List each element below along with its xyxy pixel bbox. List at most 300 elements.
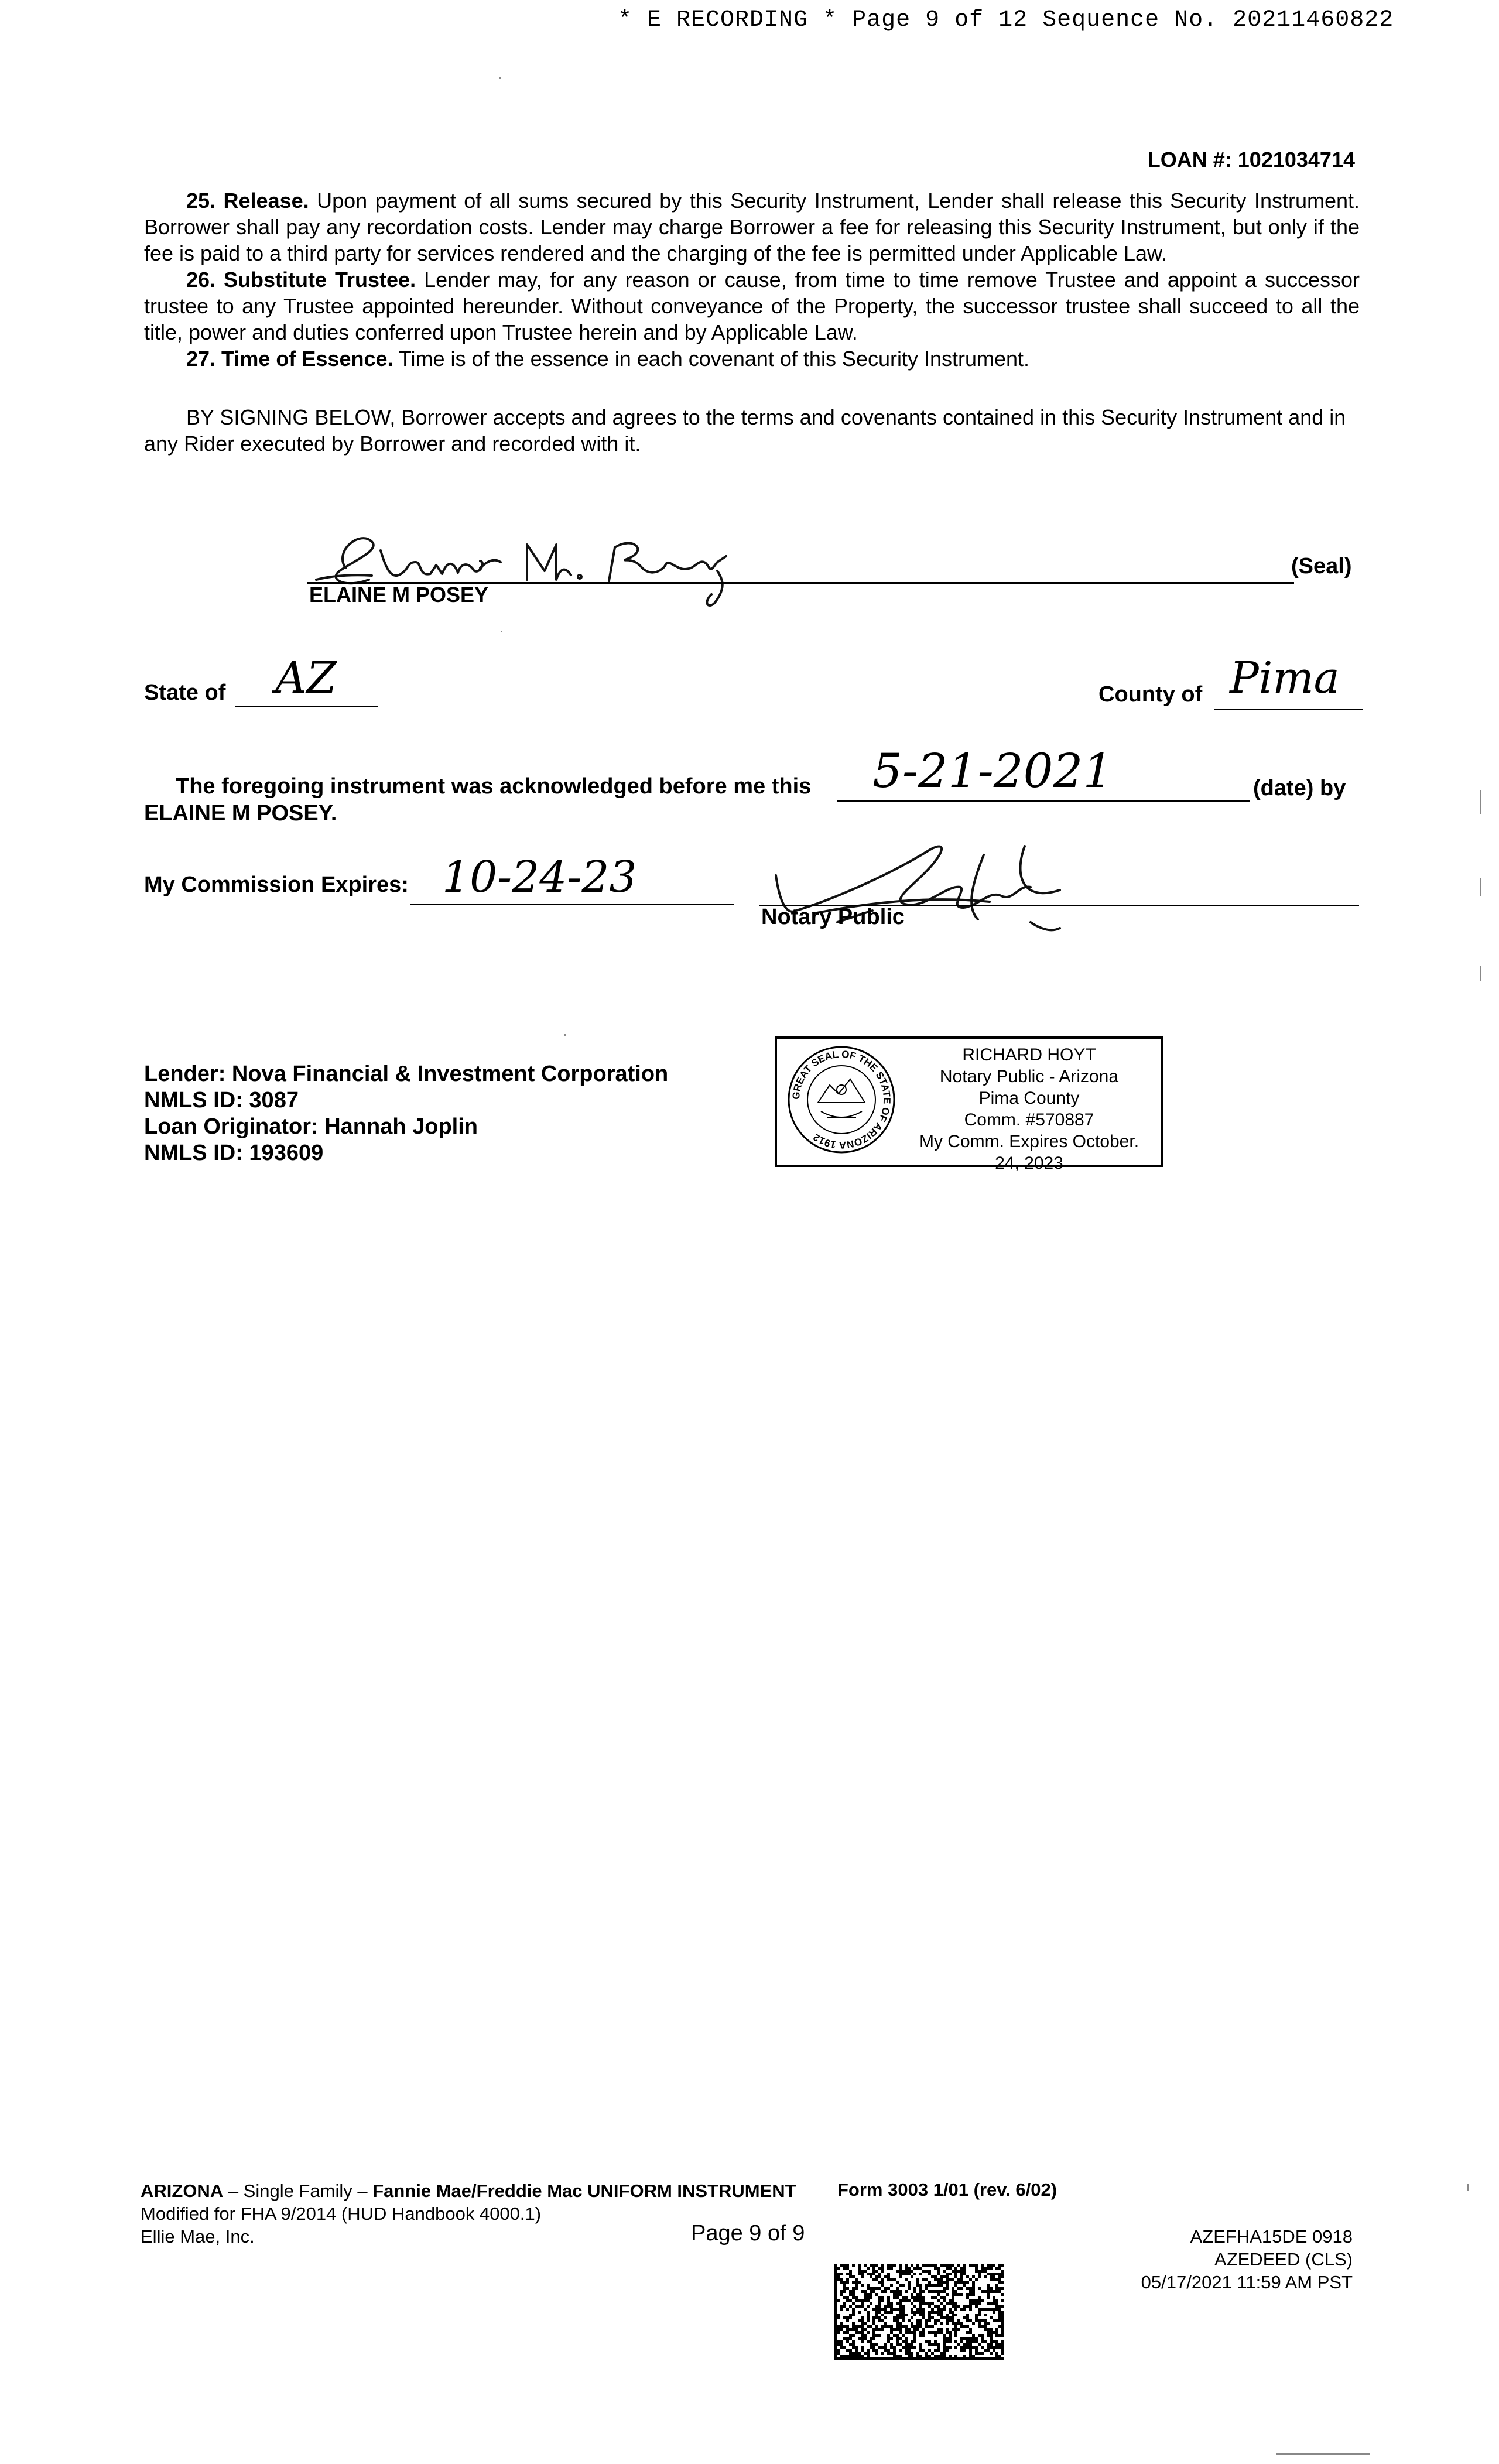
barcode-module (913, 2328, 916, 2331)
barcode-module (872, 2264, 875, 2267)
barcode-module (837, 2325, 840, 2328)
barcode-module (943, 2357, 946, 2360)
barcode-module (981, 2357, 984, 2360)
barcode-module (984, 2328, 987, 2331)
form-instrument: Fannie Mae/Freddie Mac UNIFORM INSTRUMENT (372, 2181, 796, 2201)
barcode-module (834, 2281, 837, 2284)
barcode-module (960, 2278, 963, 2281)
barcode-module (978, 2319, 981, 2322)
barcode-module (905, 2349, 908, 2352)
barcode-module (881, 2357, 884, 2360)
barcode-module (966, 2331, 969, 2334)
barcode-module (893, 2357, 896, 2360)
barcode-module (852, 2293, 855, 2296)
barcode-module (969, 2349, 972, 2352)
barcode-module (1001, 2331, 1004, 2334)
barcode-module (1001, 2299, 1004, 2302)
barcode-module (937, 2281, 940, 2284)
barcode-module (867, 2296, 870, 2299)
barcode-module (852, 2346, 855, 2349)
barcode-module (890, 2331, 893, 2334)
barcode-module (908, 2328, 911, 2331)
barcode-module (887, 2340, 890, 2343)
barcode-module (855, 2331, 858, 2334)
barcode-module (960, 2322, 963, 2325)
barcode-module (937, 2328, 940, 2331)
barcode-module (993, 2308, 995, 2311)
barcode-module (899, 2305, 902, 2308)
barcode-module (902, 2346, 905, 2349)
barcode-module (949, 2319, 952, 2322)
barcode-module (881, 2284, 884, 2287)
acknowledgment-date-line (837, 800, 1250, 802)
barcode-module (919, 2331, 922, 2334)
barcode-module (887, 2349, 890, 2352)
barcode-module (925, 2325, 928, 2328)
barcode-module (952, 2357, 954, 2360)
barcode-module (931, 2343, 934, 2346)
barcode-module (852, 2302, 855, 2305)
barcode-module (905, 2296, 908, 2299)
barcode-module (943, 2264, 946, 2267)
barcode-module (940, 2296, 943, 2299)
barcode-module (872, 2270, 875, 2273)
barcode-module (858, 2264, 861, 2267)
barcode-module (893, 2296, 896, 2299)
barcode-module (861, 2275, 864, 2278)
barcode-module (990, 2287, 993, 2290)
barcode-module (852, 2322, 855, 2325)
barcode-module (849, 2349, 852, 2352)
barcode-module (870, 2264, 872, 2267)
barcode-module (837, 2314, 840, 2316)
barcode-module (875, 2349, 878, 2352)
barcode-module (875, 2334, 878, 2337)
barcode-module (867, 2319, 870, 2322)
notary-commission-number: Comm. #570887 (964, 1110, 1094, 1130)
clause-text: Time is of the essence in each covenant of this Security Instrument. (393, 347, 1030, 371)
barcode-module (969, 2355, 972, 2357)
barcode-module (934, 2357, 937, 2360)
barcode-module (987, 2273, 990, 2275)
barcode-module (925, 2319, 928, 2322)
barcode-module (834, 2319, 837, 2322)
barcode-module (887, 2357, 890, 2360)
barcode-module (861, 2299, 864, 2302)
barcode-module (846, 2267, 849, 2270)
barcode-module (934, 2296, 937, 2299)
barcode-module (995, 2305, 998, 2308)
barcode-module (908, 2357, 911, 2360)
barcode-module (837, 2328, 840, 2331)
barcode-module (872, 2328, 875, 2331)
barcode-module (922, 2296, 925, 2299)
barcode-module (928, 2349, 931, 2352)
barcode-module (834, 2296, 837, 2299)
barcode-module (919, 2355, 922, 2357)
barcode-module (916, 2355, 919, 2357)
barcode-module (867, 2357, 870, 2360)
barcode-module (949, 2273, 952, 2275)
barcode-module (978, 2352, 981, 2355)
barcode-module (878, 2281, 881, 2284)
barcode-module (858, 2267, 861, 2270)
barcode-module (911, 2308, 913, 2311)
barcode-module (919, 2284, 922, 2287)
commission-label: My Commission Expires: (144, 872, 409, 897)
barcode-module (837, 2352, 840, 2355)
barcode-module (911, 2331, 913, 2334)
barcode-module (849, 2305, 852, 2308)
barcode-module (957, 2293, 960, 2296)
barcode-module (843, 2337, 846, 2340)
barcode-module (867, 2299, 870, 2302)
barcode-module (870, 2346, 872, 2349)
barcode-module (937, 2299, 940, 2302)
barcode-module (966, 2275, 969, 2278)
barcode-module (931, 2352, 934, 2355)
barcode-module (855, 2296, 858, 2299)
barcode-module (881, 2270, 884, 2273)
barcode-module (908, 2355, 911, 2357)
barcode-module (998, 2267, 1001, 2270)
state-line (235, 706, 378, 707)
barcode-module (954, 2267, 957, 2270)
document-code-2: AZEDEED (CLS) (1214, 2249, 1353, 2270)
barcode-module (913, 2267, 916, 2270)
barcode-module (911, 2296, 913, 2299)
barcode-module (966, 2316, 969, 2319)
form-state: ARIZONA (141, 2181, 224, 2201)
barcode-module (969, 2340, 972, 2343)
barcode-module (884, 2305, 887, 2308)
barcode-module (852, 2357, 855, 2360)
barcode-module (899, 2270, 902, 2273)
barcode-module (975, 2349, 978, 2352)
form-type: – Single Family – (223, 2181, 373, 2201)
barcode-module (975, 2314, 978, 2316)
barcode-module (928, 2340, 931, 2343)
barcode-module (963, 2270, 966, 2273)
barcode-module (931, 2331, 934, 2334)
barcode-module (995, 2343, 998, 2346)
barcode-module (919, 2299, 922, 2302)
barcode-module (890, 2346, 893, 2349)
barcode-module (861, 2337, 864, 2340)
barcode-module (899, 2308, 902, 2311)
barcode-module (890, 2311, 893, 2314)
barcode-module (978, 2311, 981, 2314)
barcode-module (834, 2352, 837, 2355)
barcode-module (855, 2352, 858, 2355)
barcode-module (946, 2273, 949, 2275)
barcode-module (934, 2334, 937, 2337)
barcode-module (984, 2319, 987, 2322)
barcode-module (946, 2314, 949, 2316)
barcode-module (966, 2296, 969, 2299)
barcode-module (905, 2340, 908, 2343)
barcode-module (995, 2331, 998, 2334)
barcode-module (902, 2334, 905, 2337)
barcode-module (908, 2346, 911, 2349)
barcode-module (998, 2311, 1001, 2314)
barcode-module (843, 2346, 846, 2349)
barcode-module (925, 2278, 928, 2281)
barcode-module (843, 2325, 846, 2328)
barcode-module (978, 2308, 981, 2311)
barcode-module (934, 2319, 937, 2322)
state-label: State of (144, 680, 226, 705)
barcode-module (870, 2343, 872, 2346)
barcode-module (872, 2322, 875, 2325)
barcode-module (896, 2281, 899, 2284)
barcode-module (993, 2331, 995, 2334)
barcode-module (864, 2299, 867, 2302)
barcode-module (922, 2334, 925, 2337)
barcode-module (858, 2281, 861, 2284)
barcode-module (934, 2267, 937, 2270)
barcode-module (911, 2275, 913, 2278)
barcode-module (837, 2273, 840, 2275)
barcode-module (934, 2264, 937, 2267)
barcode-module (981, 2346, 984, 2349)
barcode-module (837, 2275, 840, 2278)
barcode-module (972, 2357, 975, 2360)
barcode-module (834, 2346, 837, 2349)
barcode-module (834, 2349, 837, 2352)
barcode-module (995, 2340, 998, 2343)
barcode-module (872, 2287, 875, 2290)
barcode-module (867, 2284, 870, 2287)
barcode-module (855, 2278, 858, 2281)
barcode-module (913, 2334, 916, 2337)
barcode-module (931, 2275, 934, 2278)
barcode-module (963, 2284, 966, 2287)
barcode-module (946, 2275, 949, 2278)
barcode-module (928, 2343, 931, 2346)
svg-text:GREAT SEAL OF THE STATE OF ARI (790, 1049, 892, 1151)
barcode-module (946, 2284, 949, 2287)
barcode-module (890, 2337, 893, 2340)
barcode-module (899, 2357, 902, 2360)
barcode-module (896, 2340, 899, 2343)
barcode-module (887, 2302, 890, 2305)
barcode-module (943, 2287, 946, 2290)
barcode-module (998, 2290, 1001, 2293)
barcode-module (846, 2296, 849, 2299)
barcode-module (870, 2290, 872, 2293)
barcode-module (867, 2349, 870, 2352)
barcode-module (969, 2302, 972, 2305)
clause-text: Lender may, for any reason or cause, from time to time remove Trustee and appoint a successor trustee to any Trustee appointed hereunder. Without conveyance of the Property, the successor trustee shall succeed to all the title, power and duties conferred upon Trustee herein and by Applicable Law. (144, 268, 1360, 344)
barcode-module (931, 2316, 934, 2319)
barcode-module (957, 2343, 960, 2346)
barcode-module (899, 2316, 902, 2319)
barcode-module (919, 2290, 922, 2293)
barcode-module (954, 2325, 957, 2328)
scan-speck (1480, 966, 1481, 981)
page-number: Page 9 of 9 (691, 2221, 805, 2246)
barcode-module (870, 2287, 872, 2290)
barcode-module (993, 2302, 995, 2305)
barcode-module (843, 2302, 846, 2305)
barcode-module (934, 2275, 937, 2278)
barcode-module (990, 2273, 993, 2275)
barcode-module (870, 2296, 872, 2299)
barcode-module (987, 2308, 990, 2311)
barcode-module (946, 2278, 949, 2281)
scan-speck (1480, 878, 1481, 896)
barcode-module (966, 2293, 969, 2296)
barcode-module (975, 2270, 978, 2273)
barcode-module (934, 2284, 937, 2287)
barcode-module (925, 2322, 928, 2325)
barcode-module (884, 2316, 887, 2319)
barcode-module (1001, 2325, 1004, 2328)
barcode-module (878, 2302, 881, 2305)
barcode-module (846, 2264, 849, 2267)
barcode-module (949, 2278, 952, 2281)
barcode-module (987, 2322, 990, 2325)
barcode-module (960, 2349, 963, 2352)
barcode-module (840, 2322, 843, 2325)
barcode-module (952, 2293, 954, 2296)
barcode-module (943, 2340, 946, 2343)
barcode-module (978, 2299, 981, 2302)
barcode-module (916, 2278, 919, 2281)
barcode-module (981, 2308, 984, 2311)
barcode-module (849, 2343, 852, 2346)
barcode-module (896, 2293, 899, 2296)
barcode-module (925, 2270, 928, 2273)
barcode-module (995, 2319, 998, 2322)
barcode-module (834, 2305, 837, 2308)
barcode-module (878, 2334, 881, 2337)
barcode-module (990, 2328, 993, 2331)
barcode-module (843, 2267, 846, 2270)
barcode-module (834, 2273, 837, 2275)
barcode-module (952, 2290, 954, 2293)
barcode-module (969, 2299, 972, 2302)
barcode-module (922, 2264, 925, 2267)
barcode-module (919, 2311, 922, 2314)
barcode-module (861, 2290, 864, 2293)
barcode-module (846, 2325, 849, 2328)
barcode-module (963, 2346, 966, 2349)
barcode-module (940, 2355, 943, 2357)
barcode-module (905, 2357, 908, 2360)
barcode-module (934, 2349, 937, 2352)
barcode-module (937, 2284, 940, 2287)
barcode-module (896, 2314, 899, 2316)
barcode-module (995, 2290, 998, 2293)
barcode-module (969, 2337, 972, 2340)
barcode-module (940, 2316, 943, 2319)
barcode-module (881, 2346, 884, 2349)
barcode-module (984, 2349, 987, 2352)
barcode-module (995, 2299, 998, 2302)
barcode-module (952, 2278, 954, 2281)
barcode-module (881, 2281, 884, 2284)
barcode-module (864, 2293, 867, 2296)
barcode-module (987, 2357, 990, 2360)
barcode-module (849, 2337, 852, 2340)
barcode-module (867, 2340, 870, 2343)
barcode-module (911, 2302, 913, 2305)
barcode-module (881, 2267, 884, 2270)
barcode-module (998, 2308, 1001, 2311)
barcode-module (981, 2340, 984, 2343)
barcode-module (975, 2352, 978, 2355)
barcode-module (872, 2290, 875, 2293)
barcode-module (884, 2290, 887, 2293)
barcode-module (969, 2287, 972, 2290)
barcode-module (943, 2352, 946, 2355)
barcode-module (919, 2302, 922, 2305)
barcode-module (905, 2278, 908, 2281)
barcode-module (861, 2355, 864, 2357)
recording-stamp: * E RECORDING * Page 9 of 12 Sequence No. 20211460822 (618, 7, 1394, 33)
barcode-module (928, 2311, 931, 2314)
barcode-module (849, 2299, 852, 2302)
barcode-module (946, 2316, 949, 2319)
barcode-module (858, 2311, 861, 2314)
barcode-module (908, 2284, 911, 2287)
barcode-module (834, 2328, 837, 2331)
barcode-module (887, 2267, 890, 2270)
document-code-1: AZEFHA15DE 0918 (1190, 2226, 1353, 2247)
barcode-module (928, 2273, 931, 2275)
barcode-module (987, 2267, 990, 2270)
barcode-module (858, 2352, 861, 2355)
barcode-module (957, 2270, 960, 2273)
barcode-module (896, 2290, 899, 2293)
barcode-module (943, 2343, 946, 2346)
barcode-module (969, 2264, 972, 2267)
barcode-module (949, 2357, 952, 2360)
barcode-module (940, 2331, 943, 2334)
barcode-module (934, 2331, 937, 2334)
commission-line (410, 904, 734, 905)
barcode-module (952, 2270, 954, 2273)
barcode-module (887, 2334, 890, 2337)
barcode-module (843, 2355, 846, 2357)
barcode-module (943, 2316, 946, 2319)
barcode-module (908, 2267, 911, 2270)
barcode-module (990, 2267, 993, 2270)
acknowledgment-date: 5-21-2021 (872, 744, 1113, 798)
barcode-module (931, 2325, 934, 2328)
barcode-module (902, 2284, 905, 2287)
barcode-module (993, 2275, 995, 2278)
barcode-module (899, 2284, 902, 2287)
barcode-module (843, 2331, 846, 2334)
barcode-module (837, 2299, 840, 2302)
barcode-module (960, 2267, 963, 2270)
barcode-module (872, 2319, 875, 2322)
barcode-module (864, 2290, 867, 2293)
lender-name: Lender: Nova Financial & Investment Corporation (144, 1062, 669, 1086)
barcode-module (913, 2299, 916, 2302)
barcode-module (846, 2349, 849, 2352)
barcode-module (913, 2290, 916, 2293)
barcode-module (957, 2278, 960, 2281)
barcode-module (966, 2314, 969, 2316)
barcode-module (931, 2311, 934, 2314)
barcode-module (846, 2316, 849, 2319)
barcode-module (840, 2346, 843, 2349)
barcode-module (884, 2287, 887, 2290)
